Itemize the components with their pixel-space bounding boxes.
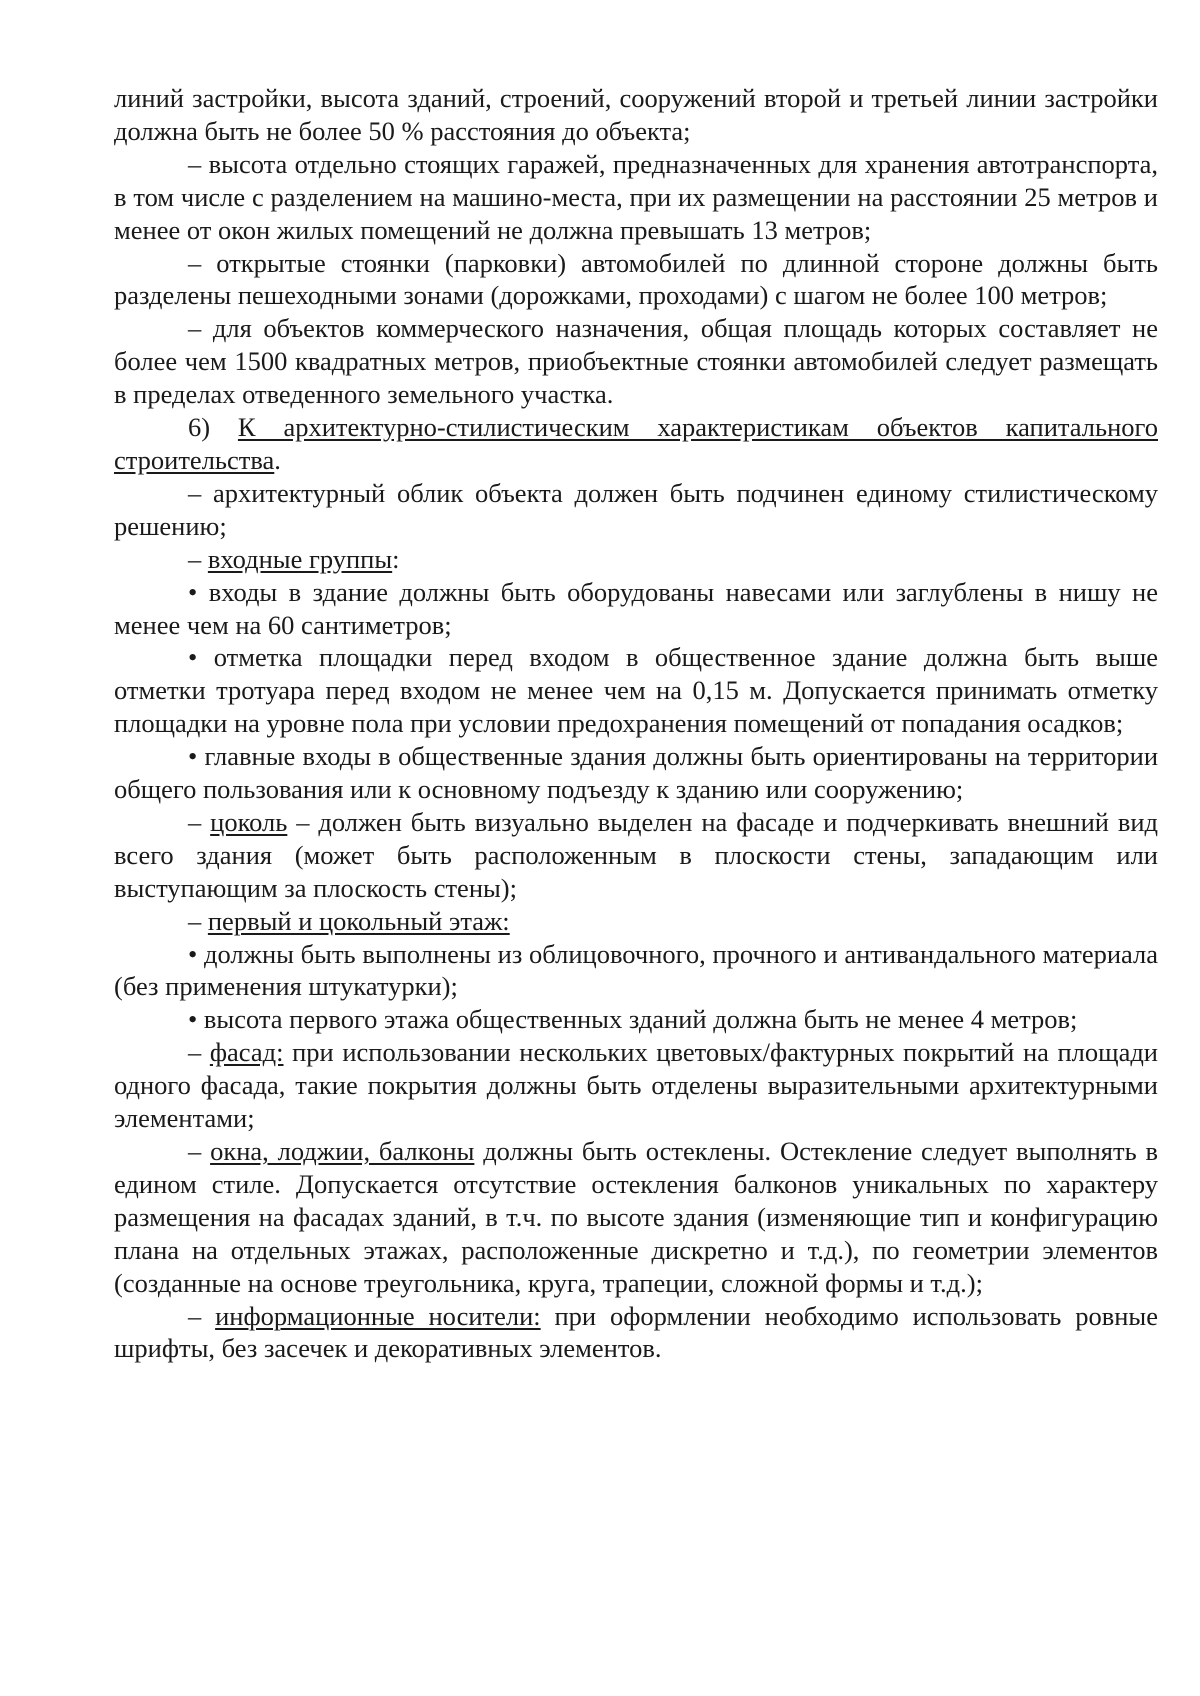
text-run: при использовании нескольких цветовых/фактурных покрытий на площади одного фасада, такие покрытия должны быть отделены выразительными архитектурными элементами; (114, 1037, 1158, 1134)
paragraph (114, 1135, 1158, 1300)
text-run: – архитектурный облик объекта должен быть подчинен единому стилистическому решению; (114, 477, 1158, 541)
text-run: – (188, 806, 211, 837)
text-run: – (188, 1300, 216, 1331)
bullet-item (114, 576, 1158, 642)
paragraph (114, 148, 1158, 247)
text-run: • высота первого этажа общественных зданий должна быть не менее 4 метров; (188, 1004, 1078, 1035)
text-run: при оформлении необходимо использовать ровные шрифты, без засечек и декоративных элементов. (114, 1300, 1158, 1364)
paragraph (114, 1036, 1158, 1135)
text-run: • главные входы в общественные здания должны быть ориентированы на территории общего пользования или к основному подъезду к зданию или сооружению; (114, 741, 1158, 805)
text-run: – высота отдельно стоящих гаражей, предназначенных для хранения автотранспорта, в том числе с разделением на машино-места, при их размещении на расстоянии 25 метров и менее от окон жилых помещений не должна превышать 13 метров; (114, 148, 1158, 245)
section-heading (114, 411, 1158, 477)
text-run: – (188, 1037, 210, 1068)
underlined-term: входные группы (207, 543, 393, 574)
paragraph (114, 477, 1158, 543)
paragraph (114, 806, 1158, 905)
paragraph (114, 82, 1158, 148)
text-run: 6) (188, 412, 238, 443)
paragraph (114, 247, 1158, 313)
text-run: – (188, 905, 208, 936)
underlined-term: окна, лоджии, балконы (210, 1136, 475, 1166)
text-run: – для объектов коммерческого назначения, общая площадь которых составляет не более чем 1500 квадратных метров, приобъектные стоянки автомобилей следует размещать в пределах отведенного земельного участка. (114, 313, 1158, 410)
bullet-item (114, 740, 1158, 806)
text-run: : (392, 543, 400, 574)
paragraph (114, 312, 1158, 411)
text-run: должны быть остеклены. Остекление следует выполнять в едином стиле. Допускается отсутствие остекления балконов уникальных по характеру размещения на фасадах зданий, в т.ч. по высоте здания (изменяющие тип и конфигурацию плана на отдельных этажах, расположенные дискретно и т.д.), по геометрии элементов (созданные на основе треугольника, круга, трапеции, сложной формы и т.д.); (114, 1136, 1158, 1298)
underlined-term: информационные носители: (215, 1300, 541, 1331)
paragraph (114, 905, 1158, 938)
underlined-term: фасад: (209, 1037, 284, 1068)
paragraph (114, 1300, 1158, 1366)
text-run: – (188, 1136, 211, 1166)
text-run: линий застройки, высота зданий, строений, сооружений второй и третьей линии застройки должна быть не более 50 % расстояния до объекта; (114, 83, 1158, 146)
underlined-term: первый и цокольный этаж: (207, 905, 510, 936)
text-run: – должен быть визуально выделен на фасаде и подчеркивать внешний вид всего здания (может быть расположенным в плоскости стены, западающим или выступающим за плоскость стены); (114, 806, 1159, 903)
underlined-term: цоколь (210, 806, 288, 837)
text-run: . (274, 444, 281, 475)
document-page (114, 82, 1158, 1365)
bullet-item (114, 1003, 1158, 1036)
text-run: • отметка площадки перед входом в общественное здание должна быть выше отметки тротуара перед входом не менее чем на 0,15 м. Допускается принимать отметку площадки на уровне пола при условии предохранения помещений от попадания осадков; (114, 642, 1158, 739)
paragraph (114, 543, 1158, 576)
text-run: – открытые стоянки (парковки) автомобилей по длинной стороне должны быть разделены пешеходными зонами (дорожками, проходами) с шагом не более 100 метров; (114, 247, 1158, 311)
text-run: • входы в здание должны быть оборудованы навесами или заглублены в нишу не менее чем на 60 сантиметров; (114, 576, 1158, 640)
bullet-item (114, 938, 1158, 1004)
underlined-heading: К архитектурно-стилистическим характеристикам объектов капитального строительства (114, 412, 1158, 475)
bullet-item (114, 641, 1158, 740)
text-run: – (188, 543, 208, 574)
text-run: • должны быть выполнены из облицовочного, прочного и антивандального материала (без применения штукатурки); (114, 938, 1158, 1002)
